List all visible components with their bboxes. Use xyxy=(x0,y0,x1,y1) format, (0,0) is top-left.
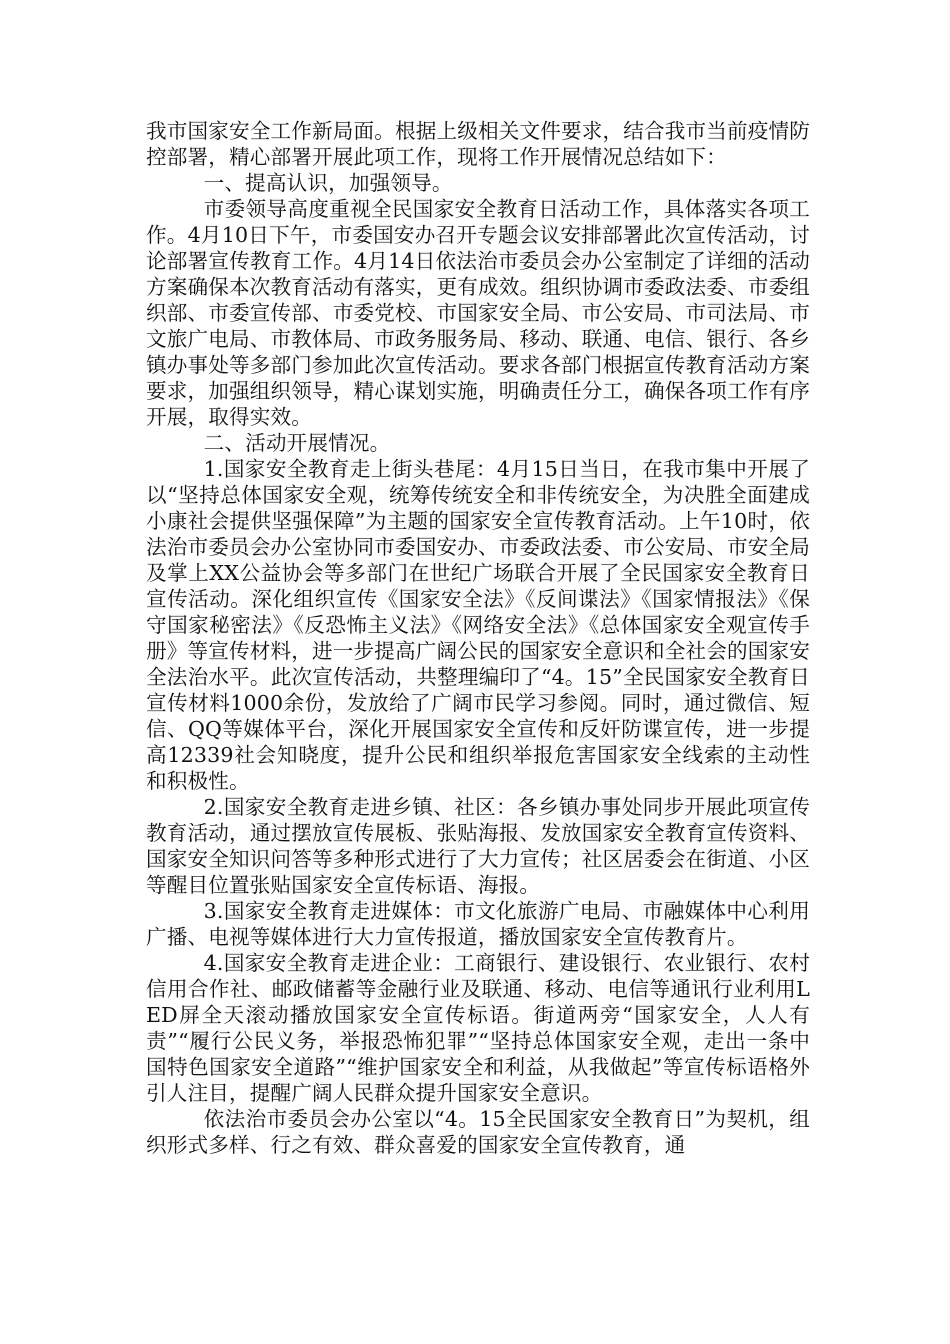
paragraph-item-4-enterprises: 4.国家安全教育走进企业：工商银行、建设银行、农业银行、农村信用合作社、邮政储蓄等金融行业及联通、移动、电信等通讯行业利用LED屏全天滚动播放国家安全宣传标语。街道两旁“国家安全，人人有责”“履行公民义务，举报恐怖犯罪”“坚持总体国家安全观，走出一条中国特色国家安全道路”“维护国家安全和利益，从我做起”等宣传标语格外引人注目，提醒广阔人民群众提升国家安全意识。 xyxy=(146,951,810,1105)
paragraph-item-1-streets: 1.国家安全教育走上街头巷尾：4月15日当日，在我市集中开展了以“坚持总体国家安全观，统筹传统安全和非传统安全，为决胜全面建成小康社会提供坚强保障”为主题的国家安全宣传教育活动。上午10时，依法治市委员会办公室协同市委国安办、市委政法委、市公安局、市安全局及掌上XX公益协会等多部门在世纪广场联合开展了全民国家安全教育日宣传活动。深化组织宣传《国家安全法》《反间谍法》《国家情报法》《保守国家秘密法》《反恐怖主义法》《网络安全法》《总体国家安全观宣传手册》等宣传材料，进一步提高广阔公民的国家安全意识和全社会的国家安全法治水平。此次宣传活动，共整理编印了“4。15”全民国家安全教育日宣传材料1000余份，发放给了广阔市民学习参阅。同时，通过微信、短信、QQ等媒体平台，深化开展国家安全宣传和反奸防谍宣传，进一步提高12339社会知晓度，提升公民和组织举报危害国家安全线索的主动性和积极性。 xyxy=(146,457,810,793)
document-body xyxy=(146,118,810,1158)
paragraph-intro-continuation: 我市国家安全工作新局面。根据上级相关文件要求，结合我市当前疫情防控部署，精心部署开展此项工作，现将工作开展情况总结如下： xyxy=(146,119,810,169)
paragraph-leadership: 市委领导高度重视全民国家安全教育日活动工作，具体落实各项工作。4月10日下午，市委国安办召开专题会议安排部署此次宣传活动，讨论部署宣传教育工作。4月14日依法治市委员会办公室制定了详细的活动方案确保本次教育活动有落实，更有成效。组织协调市委政法委、市委组织部、市委宣传部、市委党校、市国家安全局、市公安局、市司法局、市文旅广电局、市教体局、市政务服务局、移动、联通、电信、银行、各乡镇办事处等多部门参加此次宣传活动。要求各部门根据宣传教育活动方案要求，加强组织领导，精心谋划实施，明确责任分工，确保各项工作有序开展，取得实效。 xyxy=(146,197,810,429)
paragraph-item-2-townships: 2.国家安全教育走进乡镇、社区：各乡镇办事处同步开展此项宣传教育活动，通过摆放宣传展板、张贴海报、发放国家安全教育宣传资料、国家安全知识问答等多种形式进行了大力宣传；社区居委会在街道、小区等醒目位置张贴国家安全宣传标语、海报。 xyxy=(146,795,810,897)
section-heading-2: 二、活动开展情况。 xyxy=(203,431,391,455)
paragraph-closing: 依法治市委员会办公室以“4。15全民国家安全教育日”为契机，组织形式多样、行之有效、群众喜爱的国家安全宣传教育，通 xyxy=(146,1107,810,1157)
paragraph-item-3-media: 3.国家安全教育走进媒体：市文化旅游广电局、市融媒体中心利用广播、电视等媒体进行大力宣传报道，播放国家安全宣传教育片。 xyxy=(146,899,810,949)
section-heading-1: 一、提高认识，加强领导。 xyxy=(203,171,453,195)
